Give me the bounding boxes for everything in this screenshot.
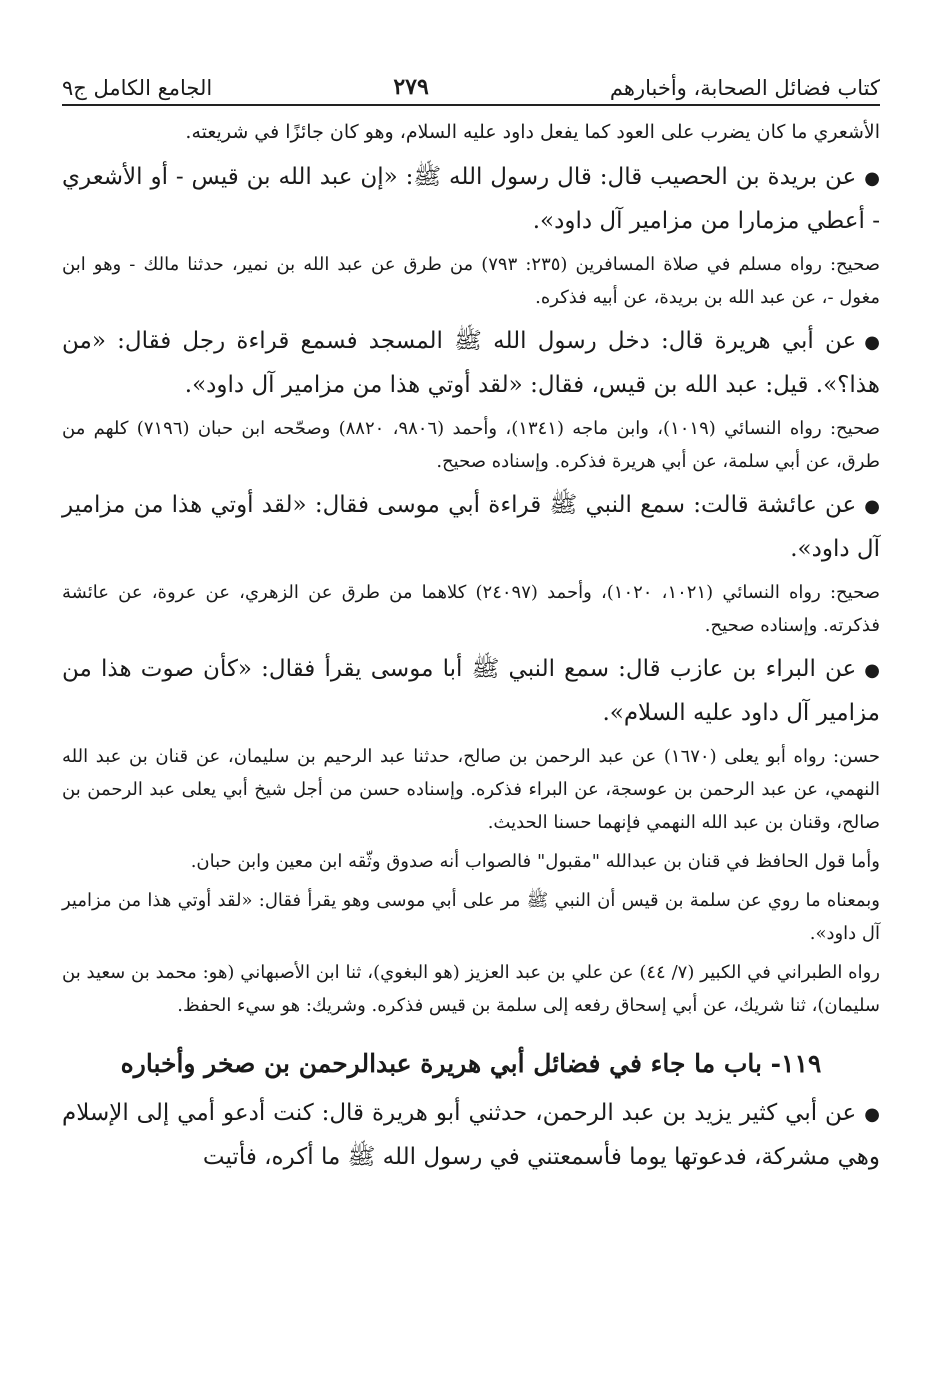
hadith-text: ●عن بريدة بن الحصيب قال: قال رسول الله ﷺ: «إن عبد الله بن قيس - أو الأشعري - أعطي مزمارا من مزامير آل داود». bbox=[62, 156, 880, 242]
document-page bbox=[62, 56, 880, 1178]
running-header bbox=[62, 56, 880, 106]
takhrij-note: وأما قول الحافظ في قنان بن عبدالله "مقبول" فالصواب أنه صدوق وثّقه ابن معين وابن حبان. bbox=[190, 851, 880, 872]
hadith-text: ●عن عائشة قالت: سمع النبي ﷺ قراءة أبي موسى فقال: «لقد أوتي هذا من مزامير آل داود». bbox=[62, 484, 880, 570]
hadith-text: ●عن أبي كثير يزيد بن عبد الرحمن، حدثني أبو هريرة قال: كنت أدعو أمي إلى الإسلام وهي مشركة، فدعوتها يوما فأسمعتني في رسول الله ﷺ ما أكره، فأتيت bbox=[62, 1092, 880, 1178]
page-number: ٢٧٩ bbox=[393, 74, 429, 100]
takhrij-note: حسن: رواه أبو يعلى (١٦٧٠) عن عبد الرحمن بن صالح، حدثنا عبد الرحيم بن سليمان، عن قنان بن عبد الله النهمي، عن عبد الرحمن بن عوسجة، عن البراء فذكره. وإسناده حسن من أجل شيخ أبي يعلى عبد الرحمن بن صالح، وقنان بن عبد الله النهمي فإنهما حسنا الحديث. bbox=[62, 746, 880, 833]
takhrij-note: وبمعناه ما روي عن سلمة بن قيس أن النبي ﷺ مر على أبي موسى وهو يقرأ فقال: «لقد أوتي هذا من مزامير آل داود». bbox=[62, 890, 880, 944]
hadith-text: ●عن البراء بن عازب قال: سمع النبي ﷺ أبا موسى يقرأ فقال: «كأن صوت هذا من مزامير آل داود عليه السلام». bbox=[62, 648, 880, 734]
takhrij-note: رواه الطبراني في الكبير (٧/ ٤٤) عن علي بن عبد العزيز (هو البغوي)، ثنا ابن الأصبهاني (هو: محمد بن سعيد بن سليمان)، ثنا شريك، عن أبي إسحاق رفعه إلى سلمة بن قيس فذكره. وشريك: هو سيء الحفظ. bbox=[62, 962, 880, 1016]
takhrij-note: صحيح: رواه النسائي (١٠٢١، ١٠٢٠)، وأحمد (٢٤٠٩٧) كلاهما من طرق عن الزهري، عن عروة، عن عائشة فذكرته. وإسناده صحيح. bbox=[62, 582, 881, 636]
bullet-icon: ● bbox=[864, 496, 880, 517]
header-volume: الجامع الكامل ج٩ bbox=[62, 76, 213, 100]
bullet-icon: ● bbox=[864, 332, 880, 353]
hadith-text: ●عن أبي هريرة قال: دخل رسول الله ﷺ المسجد فسمع قراءة رجل فقال: «من هذا؟». قيل: عبد الله بن قيس، فقال: «لقد أوتي هذا من مزامير آل داود». bbox=[62, 320, 880, 406]
chapter-heading: ١١٩- باب ما جاء في فضائل أبي هريرة عبدالرحمن بن صخر وأخباره bbox=[120, 1049, 822, 1078]
header-book-title: كتاب فضائل الصحابة، وأخبارهم bbox=[609, 76, 880, 100]
continued-text: الأشعري ما كان يضرب على العود كما يفعل داود عليه السلام، وهو كان جائزًا في شريعته. bbox=[185, 121, 880, 143]
bullet-icon: ● bbox=[864, 1104, 880, 1125]
bullet-icon: ● bbox=[864, 660, 880, 681]
takhrij-note: صحيح: رواه النسائي (١٠١٩)، وابن ماجه (١٣٤١)، وأحمد (٩٨٠٦، ٨٨٢٠) وصحّحه ابن حبان (٧١٩٦) كلهم من طرق، عن أبي سلمة، عن أبي هريرة فذكره. وإسناده صحيح. bbox=[62, 418, 881, 472]
takhrij-note: صحيح: رواه مسلم في صلاة المسافرين (٢٣٥: ٧٩٣) من طرق عن عبد الله بن نمير، حدثنا مالك - وهو ابن مغول -، عن عبد الله بن بريدة، عن أبيه فذكره. bbox=[62, 254, 880, 308]
bullet-icon: ● bbox=[864, 168, 880, 189]
